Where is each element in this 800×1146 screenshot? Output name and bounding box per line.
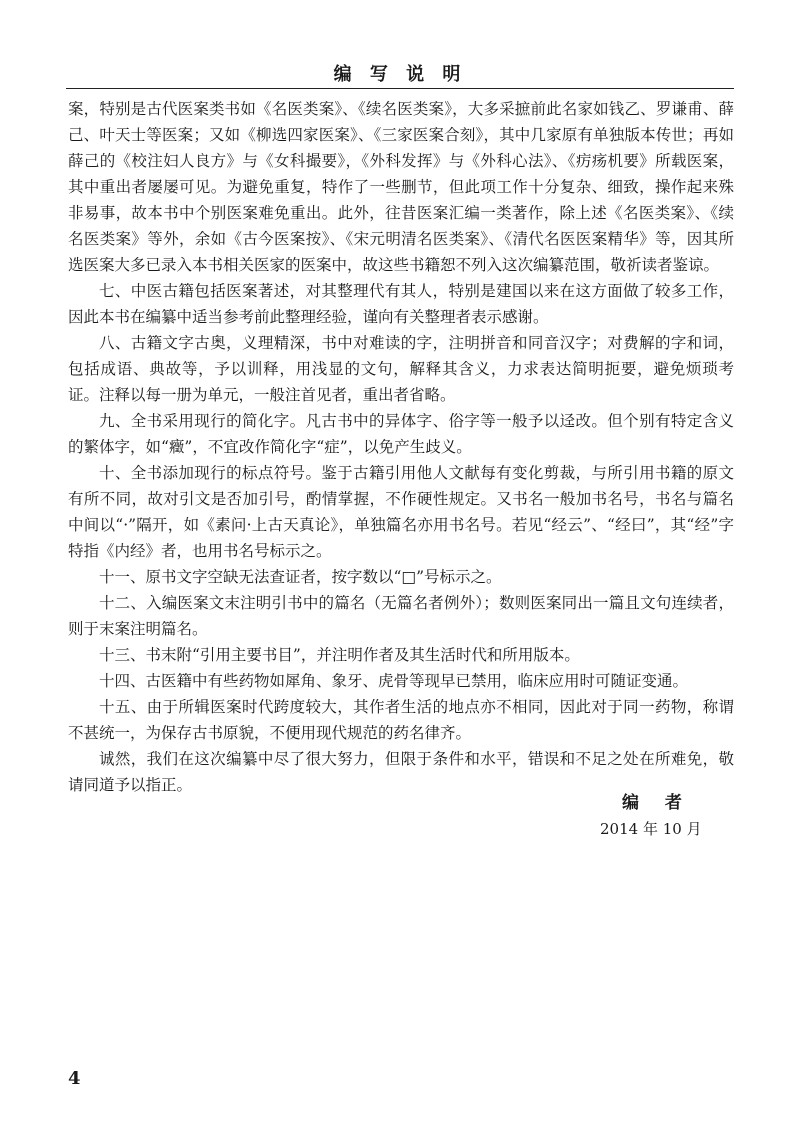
page-header-title: 编 写 说 明 <box>333 64 467 85</box>
paragraph-item-7: 七、中医古籍包括医案著述，对其整理代有其人，特别是建国以来在这方面做了较多工作，因此本书在编纂中适当参考前此整理经验，谨向有关整理者表示感谢。 <box>68 282 734 326</box>
page-number: 4 <box>68 1068 81 1089</box>
paragraph-item-14: 十四、古医籍中有些药物如犀角、象牙、虎骨等现早已禁用，临床应用时可随证变通。 <box>99 672 689 690</box>
paragraph-item-11: 十一、原书文字空缺无法查证者，按字数以“□”号标示之。 <box>99 568 502 586</box>
paragraph-item-9: 九、全书采用现行的简化字。凡古书中的异体字、俗字等一般予以迳改。但个别有特定含义的繁体字，如“癥”，不宜改作简化字“症”，以免产生歧义。 <box>68 412 734 456</box>
paragraph-item-13: 十三、书末附“引用主要书目”，并注明作者及其生活时代和所用版本。 <box>99 646 580 664</box>
signature: 编 者 <box>622 793 692 813</box>
paragraph-item-8: 八、古籍文字古奥，义理精深，书中对难读的字，注明拼音和同音汉字；对费解的字和词，包括成语、典故等，予以训释，用浅显的文句，解释其含义，力求表达简明扼要，避免烦琐考证。注释以每一册为单元，一般注首见者，重出者省略。 <box>68 334 734 404</box>
body-text <box>68 96 734 798</box>
paragraph-item-15: 十五、由于所辑医案时代跨度较大，其作者生活的地点亦不相同，因此对于同一药物，称谓不甚统一，为保存古书原貌，不便用现代规范的药名律齐。 <box>68 698 734 742</box>
paragraph-item-12: 十二、入编医案文末注明引书中的篇名（无篇名者例外）；数则医案同出一篇且文句连续者，则于末案注明篇名。 <box>68 594 734 638</box>
header-divider <box>66 88 734 89</box>
date: 2014 年 10 月 <box>600 820 702 838</box>
paragraph-item-10: 十、全书添加现行的标点符号。鉴于古籍引用他人文献每有变化剪裁，与所引用书籍的原文有所不同，故对引文是否加引号，酌情掌握，不作硬性规定。又书名一般加书名号，书名与篇名中间以“·”隔开，如《素问·上古天真论》，单独篇名亦用书名号。若见“经云”、“经曰”，其“经”字特指《内经》者，也用书名号标示之。 <box>68 464 734 560</box>
paragraph-closing: 诚然，我们在这次编纂中尽了很大努力，但限于条件和水平，错误和不足之处在所难免，敬请同道予以指正。 <box>68 750 734 794</box>
paragraph-continued: 案，特别是古代医案类书如《名医类案》、《续名医类案》，大多采摭前此名家如钱乙、罗谦甫、薛己、叶天士等医案；又如《柳选四家医案》、《三家医案合刻》，其中几家原有单独版本传世；再如薛己的《校注妇人良方》与《女科撮要》，《外科发挥》与《外科心法》、《疠疡机要》所载医案，其中重出者屡屡可见。为避免重复，特作了一些删节，但此项工作十分复杂、细致，操作起来殊非易事，故本书中个别医案难免重出。此外，往昔医案汇编一类著作，除上述《名医类案》、《续名医类案》等外，余如《古今医案按》、《宋元明清名医类案》、《清代名医医案精华》等，因其所选医案大多已录入本书相关医家的医案中，故这些书籍恕不列入这次编纂范围，敬祈读者鉴谅。 <box>68 100 734 274</box>
